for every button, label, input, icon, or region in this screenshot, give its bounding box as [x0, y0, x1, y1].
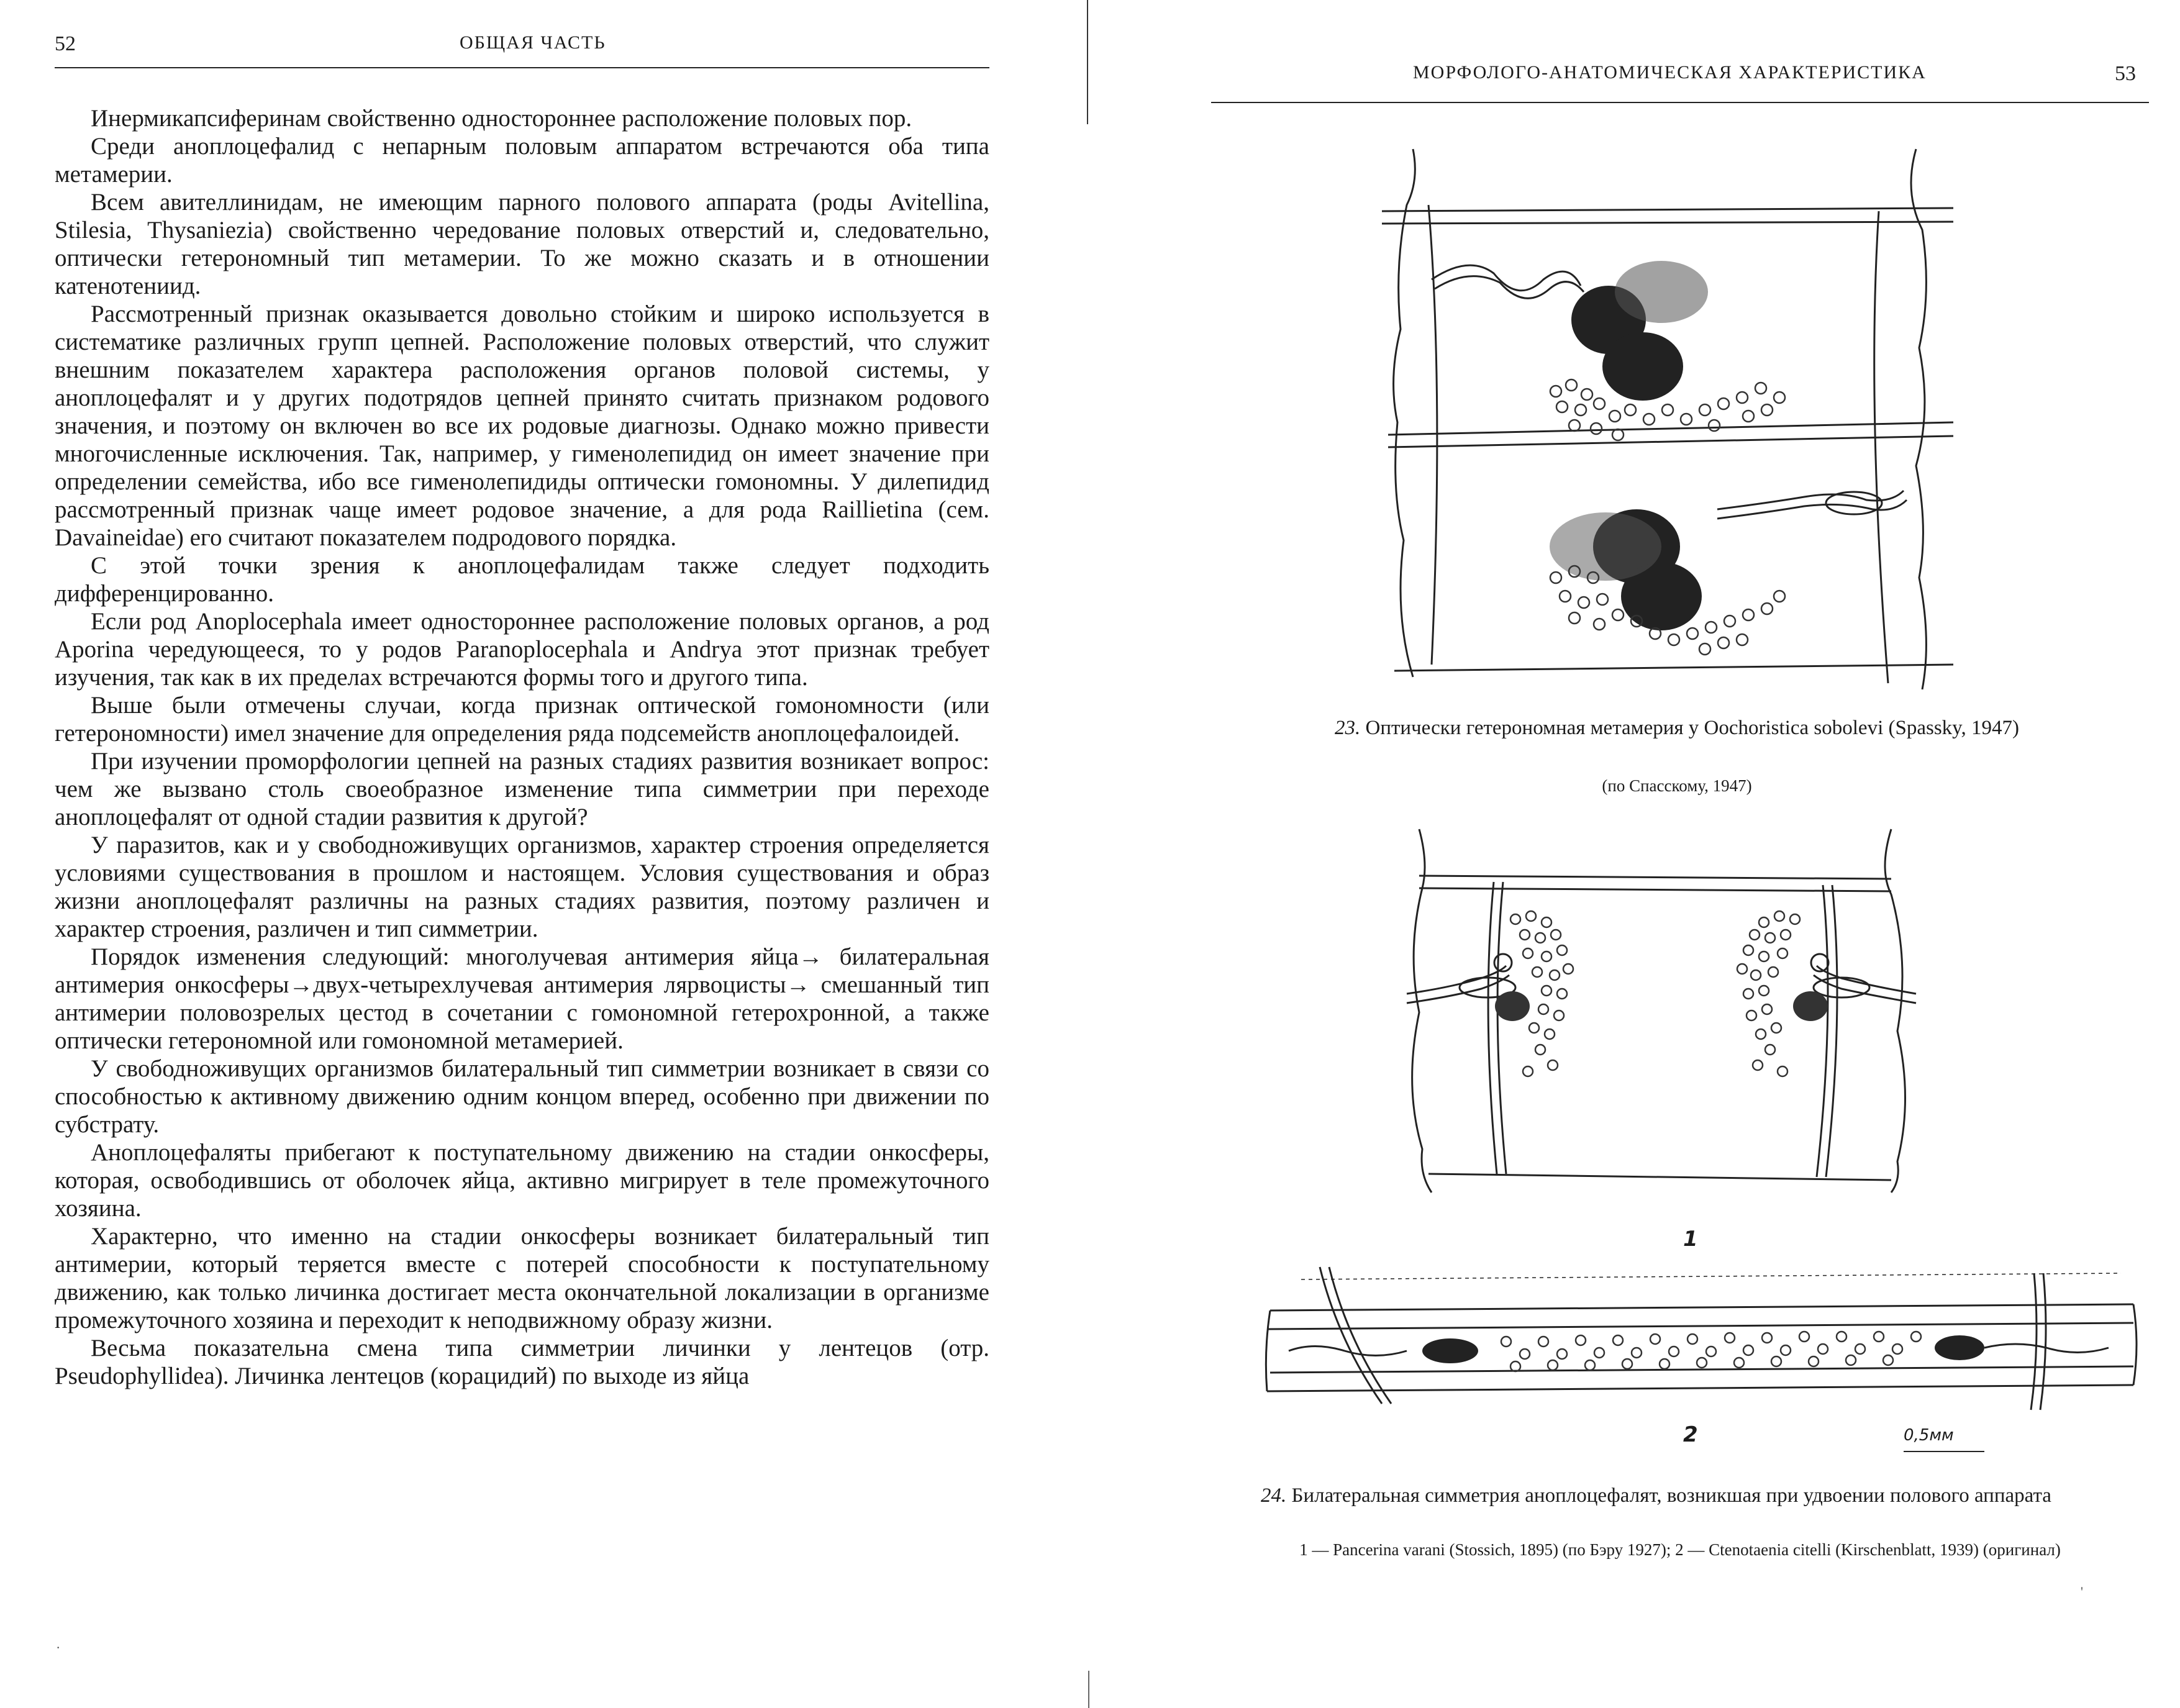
- caption-text: Оптически гетерономная метамерия у Oochoristica sobolevi (Spassky, 1947): [1365, 717, 2020, 739]
- page-number-left: 52: [55, 32, 76, 55]
- figure-24-drawing-2: [1264, 1261, 2146, 1416]
- header-rule-left: [55, 67, 989, 68]
- figure-23-caption: [1270, 715, 2084, 740]
- scale-bar-label: 0,5мм: [1904, 1426, 1954, 1445]
- paragraph: У паразитов, как и у свободноживущих организмов, характер строения определяется условиями существования в прошлом и настоящем. Условия существования и образ жизни аноплоцефалят различны на разных стадиях развития, поэтому различен и характер строения, различен и тип симметрии.: [55, 832, 989, 942]
- paragraph: Если род Anoplocephala имеет одностороннее расположение половых органов, а род Aporina чередующееся, то у родов Paranoplocephala и Andrya этот признак требует изучения, так как в их пределах встречаются формы того и другого типа.: [55, 608, 989, 691]
- paragraph: При изучении проморфологии цепней на разных стадиях развития возникает вопрос: чем же вызвано столь своеобразное изменение типа симметрии при переходе аноплоцефалят от одной стадии развития к другой?: [55, 748, 989, 830]
- paragraph: Весьма показательна смена типа симметрии личинки у лентецов (отр. Pseudophyllidea). Личинка лентецов (корацидий) по выходе из яйца: [55, 1335, 989, 1389]
- figure-24-label-1: 1: [1683, 1227, 1698, 1251]
- paragraph: Всем авителлинидам, не имеющим парного полового аппарата (роды Avitellina, Stilesia, Thysaniezia) свойственно чередование половых отверстий и, следовательно, оптически гетерономный тип метамерии. То же можно сказать и в отношении катенотениид.: [55, 189, 989, 299]
- running-head-left: ОБЩАЯ ЧАСТЬ: [460, 32, 606, 53]
- header-rule-right: [1211, 102, 2149, 103]
- paragraph: Характерно, что именно на стадии онкосферы возникает билатеральный тип антимерии, который теряется вместе с потерей способности к поступательному движению, как только личинка достигает места окончательной локализации в организме промежуточного хозяина и переходит к неподвижному образу жизни.: [55, 1223, 989, 1333]
- scale-bar: [1904, 1451, 1984, 1452]
- left-page: [0, 0, 1084, 1708]
- running-head-right: МОРФОЛОГО-АНАТОМИЧЕСКАЯ ХАРАКТЕРИСТИКА: [1413, 62, 1927, 83]
- caption-text: Билатеральная симметрия аноплоцефалят, возникшая при удвоении полового аппарата: [1291, 1484, 2051, 1507]
- paragraph: Среди аноплоцефалид с непарным половым аппаратом встречаются оба типа метамерии.: [55, 133, 989, 188]
- paragraph: Порядок изменения следующий: многолучевая антимерия яйца→ билатеральная антимерия онкосферы→двух-четырехлучевая антимерия лярвоцисты→ смешанный тип антимерии половозрелых цестод в сочетании с гомономной гетерохронной, а также оптически гетерономной или гомономной метамерией.: [55, 943, 989, 1054]
- scan-speck: ·: [56, 1640, 61, 1655]
- paragraph: Выше были отмечены случаи, когда признак оптической гомономности (или гетерономности) имел значение для определения ряда подсемейств аноплоцефалоидей.: [55, 692, 989, 747]
- book-gutter: [1086, 0, 1091, 1708]
- figure-number: 23.: [1334, 717, 1361, 739]
- paragraph: Инермикапсиферинам свойственно одностороннее расположение половых пор.: [91, 105, 912, 132]
- body-text-left: [55, 104, 989, 1390]
- figure-24-source: 1 — Pancerina varani (Stossich, 1895) (по Бэру 1927); 2 — Ctenotaenia citelli (Kirschenblatt, 1939) (оригинал): [1299, 1540, 2061, 1559]
- figure-24-drawing-1: [1394, 826, 1928, 1199]
- figure-24-label-2: 2: [1683, 1422, 1698, 1447]
- figure-23-source: (по Спасскому, 1947): [1602, 776, 1752, 795]
- scan-speck: ': [2081, 1584, 2083, 1599]
- figure-number: 24.: [1261, 1484, 1287, 1507]
- figure-23-drawing: [1369, 143, 1960, 702]
- page-number-right: 53: [2115, 62, 2136, 85]
- figure-24-caption: [1261, 1483, 2093, 1508]
- paragraph: У свободноживущих организмов билатеральный тип симметрии возникает в связи со способностью к активному движению одним концом вперед, особенно при движении по субстрату.: [55, 1055, 989, 1138]
- paragraph: С этой точки зрения к аноплоцефалидам также следует подходить дифференцированно.: [55, 552, 989, 607]
- paragraph: Рассмотренный признак оказывается довольно стойким и широко используется в систематике различных групп цепней. Расположение половых отверстий, что служит внешним показателем характера расположения органов половой системы, у аноплоцефалят и у других подотрядов цепней принято считать признаком родового значения, и поэтому он включен во все их родовые диагнозы. Однако можно привести многочисленные исключения. Так, например, у гименолепидид он имеет значение при определении семейства, ибо все гименолепидиды оптически гомономны. У дилепидид рассмотренный признак чаще имеет родовое значение, а для рода Raillietina (сем. Davaineidae) его считают показателем подродового порядка.: [55, 301, 989, 551]
- right-page: [1096, 0, 2180, 1708]
- paragraph: Аноплоцефаляты прибегают к поступательному движению на стадии онкосферы, которая, освободившись от оболочек яйца, активно мигрирует в теле промежуточного хозяина.: [55, 1139, 989, 1222]
